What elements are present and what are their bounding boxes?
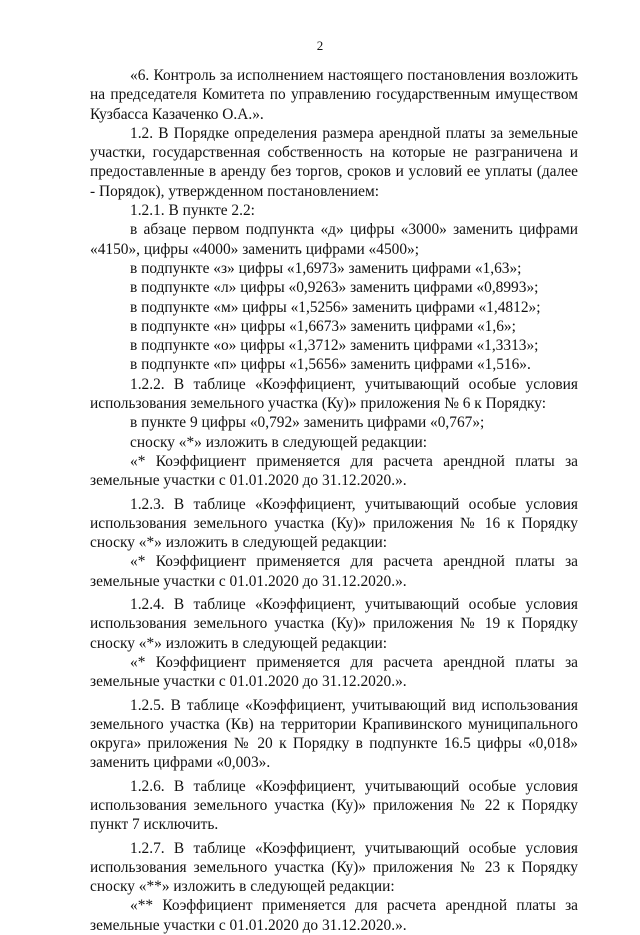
document-body bbox=[90, 66, 578, 935]
paragraph-1-2-4: 1.2.4. В таблице «Коэффициент, учитывающий особые условия использования земельного участка (Ку)» приложения № 19 к Порядку сноску «*» изложить в следующей редакции: bbox=[90, 596, 578, 652]
paragraph-subitem-n: в подпункте «н» цифры «1,6673» заменить цифрами «1,6»; bbox=[130, 317, 516, 335]
paragraph-footnote-text: «* Коэффициент применяется для расчета арендной платы за земельные участки с 01.01.2020 до 31.12.2020.». bbox=[90, 452, 578, 490]
paragraph-1-2-3: 1.2.3. В таблице «Коэффициент, учитывающий особые условия использования земельного участка (Ку)» приложения № 16 к Порядку сноску «*» изложить в следующей редакции: bbox=[90, 495, 578, 552]
paragraph-1-2-7: 1.2.7. В таблице «Коэффициент, учитывающий особые условия использования земельного участка (Ку)» приложения № 23 к Порядку сноску «**» изложить в следующей редакции: bbox=[90, 839, 578, 896]
paragraph-footnote-text: «* Коэффициент применяется для расчета арендной платы за земельные участки с 01.01.2020 до 31.12.2020.». bbox=[90, 653, 578, 691]
page-number: 2 bbox=[316, 38, 324, 53]
paragraph-1-2: 1.2. В Порядке определения размера арендной платы за земельные участки, государственная собственность на которые не разграничена и предоставленные в аренду без торгов, сроков и условий ее уплаты (далее - Порядок), утвержденном постановлением: bbox=[90, 124, 578, 200]
paragraph-control-clause: «6. Контроль за исполнением настоящего постановления возложить на председателя Комитета по управлению государственным имуществом Кузбасса Казаченко О.А.». bbox=[90, 67, 578, 123]
paragraph-1-2-2: 1.2.2. В таблице «Коэффициент, учитывающий особые условия использования земельного участка (Ку)» приложения № 6 к Порядку: bbox=[90, 375, 578, 413]
paragraph-1-2-5: 1.2.5. В таблице «Коэффициент, учитывающий вид использования земельного участка (Кв) на территории Крапивинского муниципального округа» приложения № 20 к Порядку в подпункте 16.5 цифры «0,018» заменить цифрами «0,003». bbox=[90, 696, 578, 772]
paragraph-footnote-text: «** Коэффициент применяется для расчета арендной платы за земельные участки с 01.01.2020 до 31.12.2020.». bbox=[90, 897, 578, 934]
paragraph-footnote-intro: сноску «*» изложить в следующей редакции: bbox=[130, 433, 427, 451]
paragraph-subitem-p: в подпункте «п» цифры «1,5656» заменить цифрами «1,516». bbox=[130, 356, 531, 374]
paragraph-subitem-d: в абзаце первом подпункта «д» цифры «3000» заменить цифрами «4150», цифры «4000» заменить цифрами «4500»; bbox=[90, 221, 578, 258]
paragraph-subitem-m: в подпункте «м» цифры «1,5256» заменить цифрами «1,4812»; bbox=[130, 298, 541, 316]
paragraph-subitem-o: в подпункте «о» цифры «1,3712» заменить цифрами «1,3313»; bbox=[130, 337, 539, 355]
paragraph-subitem-z: в подпункте «з» цифры «1,6973» заменить цифрами «1,63»; bbox=[130, 259, 522, 277]
paragraph-item-9: в пункте 9 цифры «0,792» заменить цифрами «0,767»; bbox=[130, 414, 485, 432]
paragraph-1-2-1: 1.2.1. В пункте 2.2: bbox=[130, 202, 255, 220]
paragraph-subitem-l: в подпункте «л» цифры «0,9263» заменить цифрами «0,8993»; bbox=[130, 279, 539, 297]
paragraph-1-2-6: 1.2.6. В таблице «Коэффициент, учитывающий особые условия использования земельного участка (Ку)» приложения № 22 к Порядку пункт 7 исключить. bbox=[90, 777, 578, 834]
paragraph-footnote-text: «* Коэффициент применяется для расчета арендной платы за земельные участки с 01.01.2020 до 31.12.2020.». bbox=[90, 553, 578, 590]
